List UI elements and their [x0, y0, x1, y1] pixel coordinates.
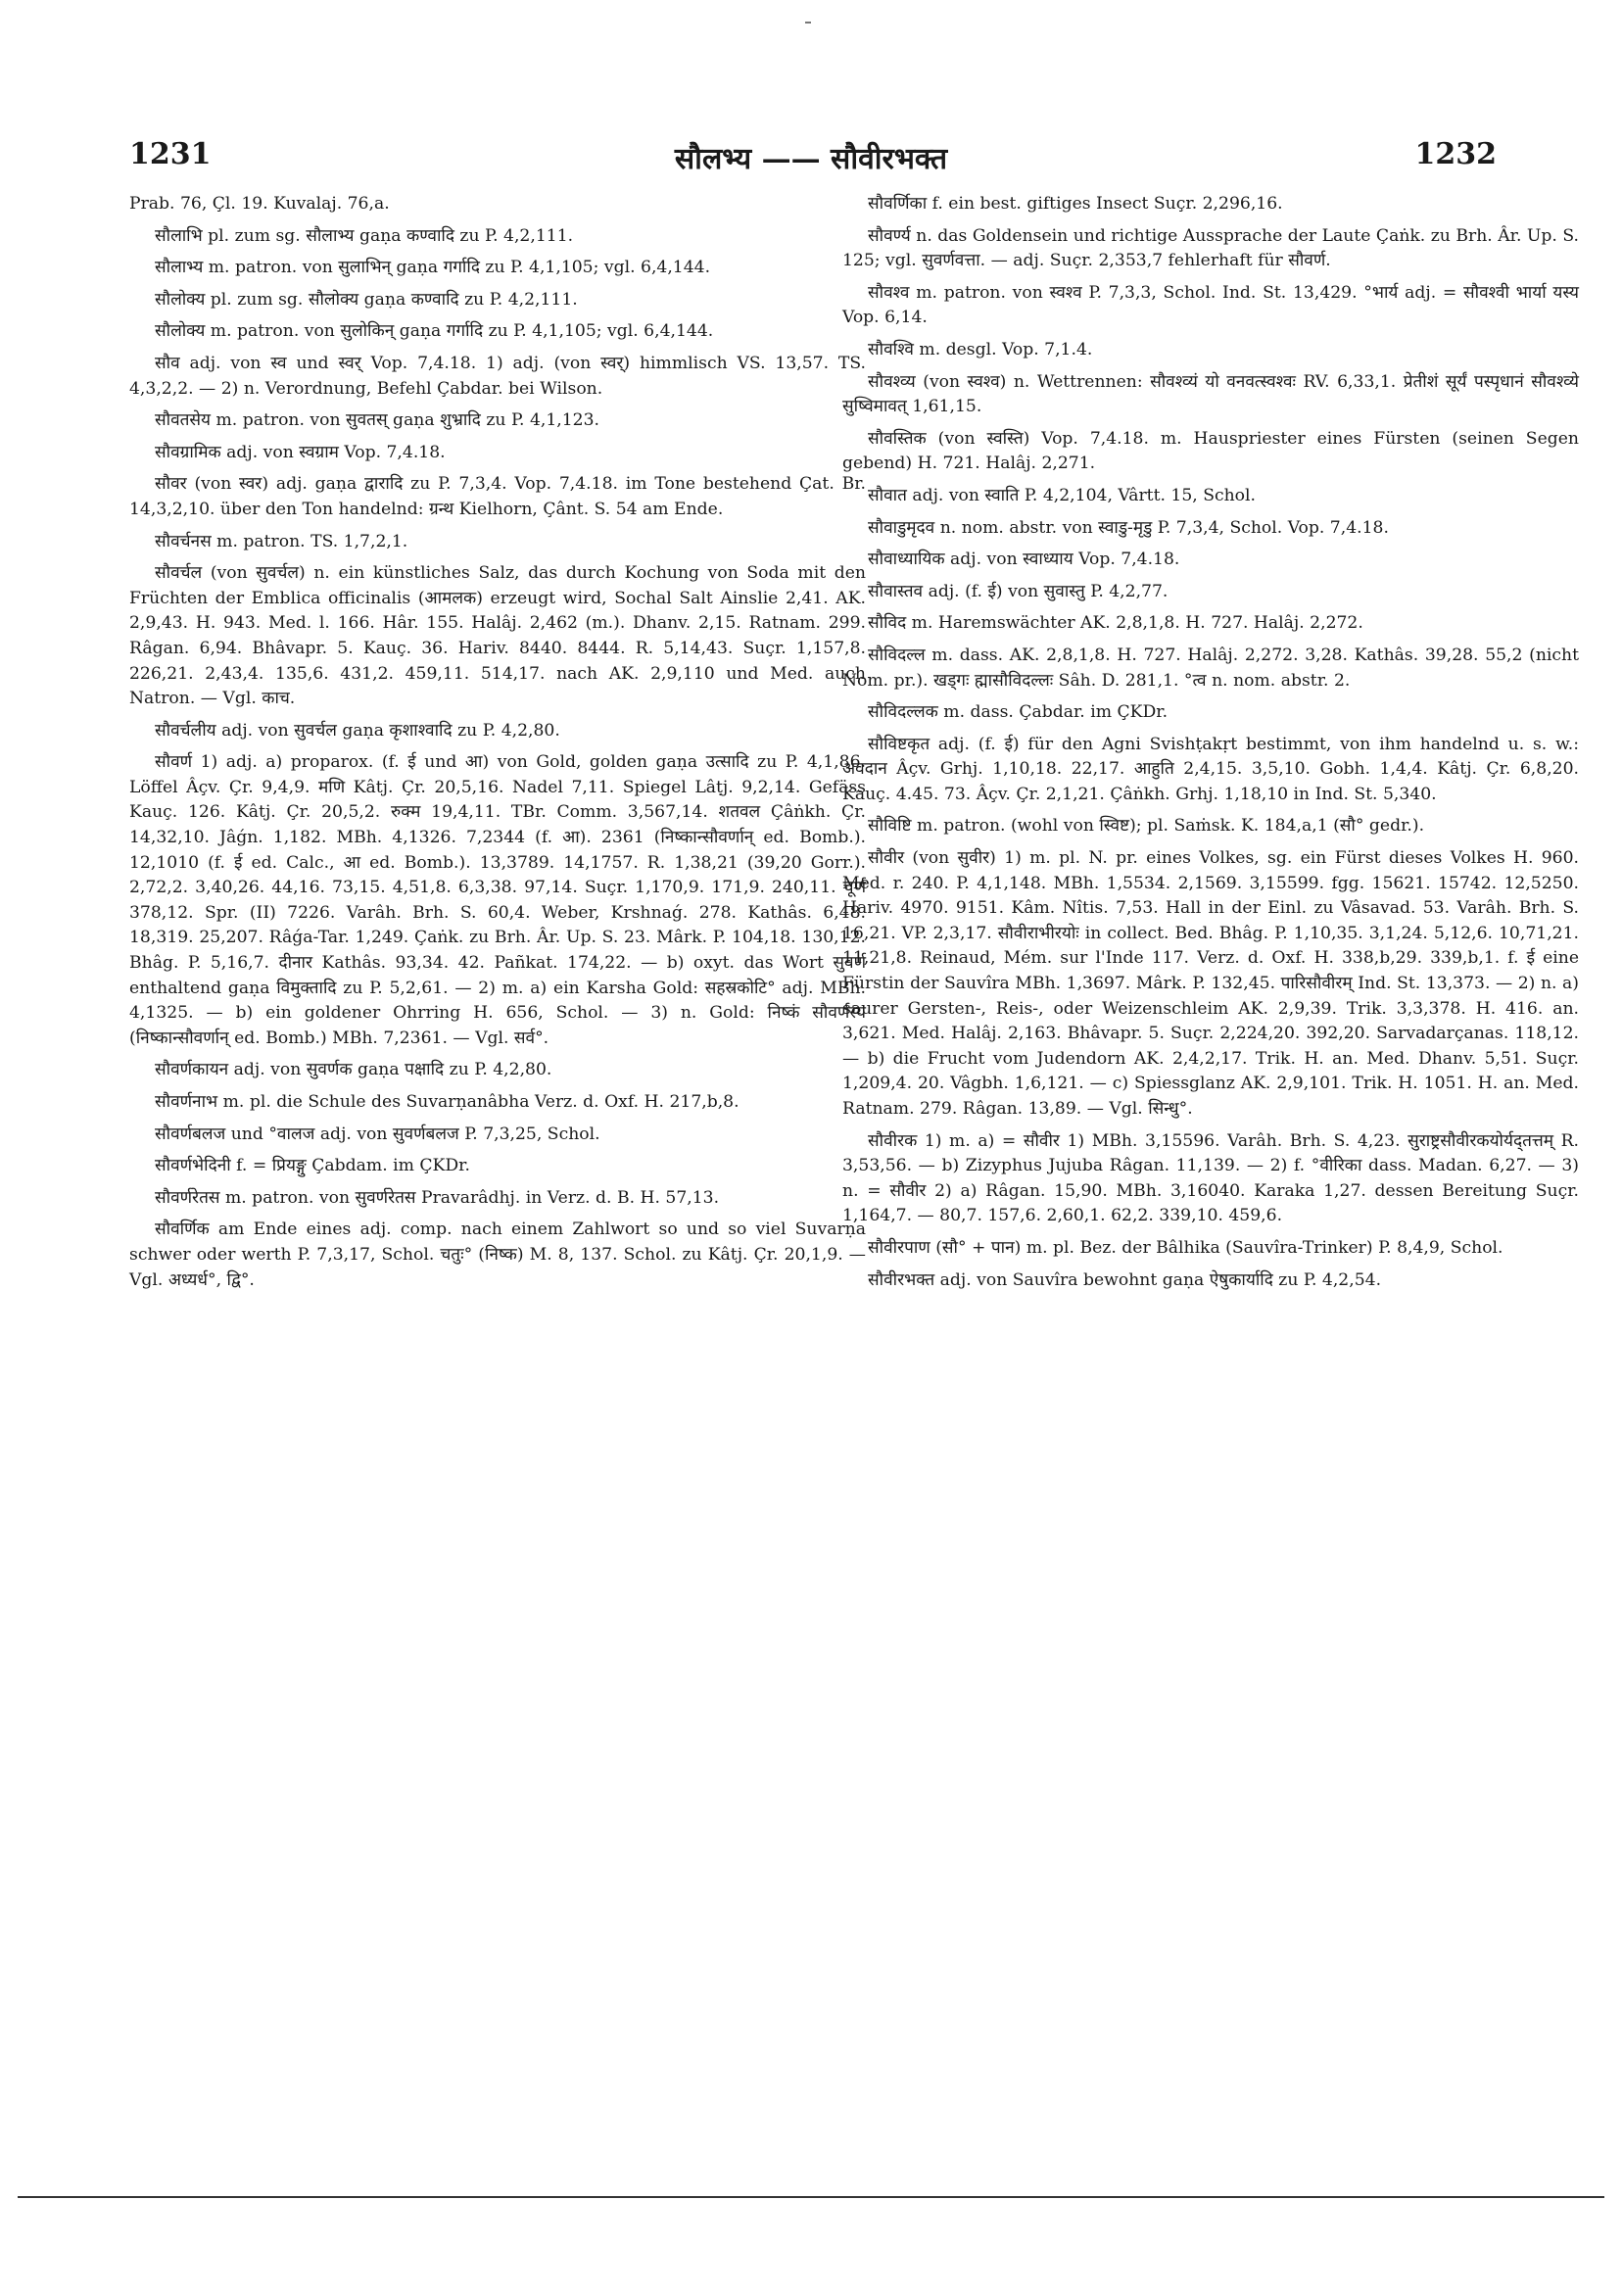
dictionary-entry: सौवर्णिक am Ende eines adj. comp. nach einem Zahlwort so und so viel Suvarṇa schwer oder werth P. 7,3,17, Schol. चतुः° (निष्क) M. 8, 137. Schol. zu Kâtj. Çr. 20,1,9. — Vgl. अध्यर्ध°, द्वि°. [129, 1220, 866, 1290]
dictionary-entry: सौवीरभक्त adj. von Sauvîra bewohnt gaṇa ऐषुकार्यादि zu P. 4,2,54. [868, 1269, 1382, 1290]
dictionary-entry: सौवर्णरेतस m. patron. von सुवर्णरेतस Pravarâdhj. in Verz. d. B. H. 57,13. [155, 1187, 720, 1208]
dictionary-entry: सौवीरक 1) m. a) = सौवीर 1) MBh. 3,15596. Varâh. Brh. S. 4,23. सुराष्ट्रसौवीरकयोर्यद्तत्तम् R. 3,53,56. — b) Zizyphus Jujuba Râgan. 11,139. — 2) f. °वीरिका dass. Madan. 6,27. — 3) n. = सौवीर 2) a) Râgan. 15,90. MBh. 3,16040. Karaka 1,27. dessen Bereitung Suçr. 1,164,7. — 80,7. 157,6. 2,60,1. 62,2. 339,10. 459,6. [842, 1130, 1579, 1226]
dictionary-entry: सौवस्तिक (von स्वस्ति) Vop. 7,4.18. m. Hauspriester eines Fürsten (seinen Segen gebend) H. 721. Halâj. 2,271. [842, 428, 1579, 474]
dictionary-entry: सौविदल्लक m. dass. Çabdar. im ÇKDr. [868, 702, 1169, 723]
dictionary-entry: सौवतसेय m. patron. von सुवतस् gaṇa शुभ्रादि zu P. 4,1,123. [155, 410, 600, 431]
dictionary-entry: सौविष्टकृत adj. (f. ई) für den Agni Svishṭakṛt bestimmt, von ihm handelnd u. s. w.: अवदान Âçv. Grhj. 1,10,18. 22,17. आहुति 2,4,15. 3,5,10. Gobh. 1,4,4. Kâtj. Çr. 6,8,20. Kauç. 4.45. 73. Âçv. Çr. 2,1,21. Çâṅkh. Grhj. 1,18,10 in Ind. St. 5,340. [842, 734, 1579, 804]
dictionary-entry: Prab. 76, Çl. 19. Kuvalaj. 76,a. [129, 194, 390, 214]
dictionary-entry: सौवश्व m. patron. von स्वश्व P. 7,3,3, Schol. Ind. St. 13,429. °भार्य adj. = सौवश्वी भार्या यस्य Vop. 6,14. [842, 282, 1579, 328]
dictionary-entry: सौवीर (von सुवीर) 1) m. pl. N. pr. eines Volkes, sg. ein Fürst dieses Volkes H. 960. Med. r. 240. P. 4,1,148. MBh. 1,5534. 2,1569. 3,15599. fgg. 15621. 15742. 12,5250. Hariv. 4970. 9151. Kâm. Nîtis. 7,53. Hall in der Einl. zu Vâsavad. 53. Varâh. Brh. S. 16,21. VP. 2,3,17. सौवीराभीरयोः in collect. Bed. Bhâg. P. 1,10,35. 3,1,24. 5,12,6. 10,71,21. 11,21,8. Reinaud, Mém. sur l'Inde 117. Verz. d. Oxf. H. 338,b,29. 339,b,1. f. ई eine Fürstin der Sauvîra MBh. 1,3697. Mârk. P. 132,45. पारिसौवीरम् Ind. St. 13,373. — 2) n. a) saurer Gersten-, Reis-, oder Weizenschleim AK. 2,9,39. Trik. 3,3,378. H. 416. an. 3,621. Med. Halâj. 2,163. Bhâvapr. 5. Suçr. 2,224,20. 392,20. Sarvadarçanas. 118,12. — b) die Frucht vom Judendorn AK. 2,4,2,17. Trik. H. an. Med. Dhanv. 5,51. Suçr. 1,209,4. 20. Vâgbh. 1,6,121. — c) Spiessglanz AK. 2,9,101. Trik. H. 1051. H. an. Med. Ratnam. 279. Râgan. 13,89. — Vgl. सिन्धु°. [842, 848, 1579, 1119]
dictionary-entry: सौवश्व्य (von स्वश्व) n. Wettrennen: सौवश्व्यं यो वनवत्स्वश्वः RV. 6,33,1. प्रेतीशं सूर्यं पस्पृधानं सौवश्व्ये सुष्विमावत् 1,61,15. [842, 371, 1579, 417]
left-column [129, 192, 866, 1300]
right-page-number: 1232 [1414, 137, 1497, 171]
dictionary-entry: सौवर्णभेदिनी f. = प्रियङ्गु Çabdam. im ÇKDr. [155, 1156, 470, 1176]
dictionary-entry: सौवर्ण 1) adj. a) proparox. (f. ई und आ) von Gold, golden gaṇa उत्सादि zu P. 4,1,86. Löffel Âçv. Çr. 9,4,9. मणि Kâtj. Çr. 20,5,16. Nadel 7,11. Spiegel Lâṭj. 9,2,14. Gefäss Kauç. 126. Kâtj. Çr. 20,5,2. रुक्म 19,4,11. TBr. Comm. 3,567,14. शतवल Çâṅkh. Çr. 14,32,10. Jâǵn. 1,182. MBh. 4,1326. 7,2344 (f. आ). 2361 (निष्कान्सौवर्णान् ed. Bomb.). 12,1010 (f. ई ed. Calc., आ ed. Bomb.). 13,3789. 14,1757. R. 1,38,21 (39,20 Gorr.). 2,72,2. 3,40,26. 44,16. 73,15. 4,51,8. 6,3,38. 97,14. Suçr. 1,170,9. 171,9. 240,11. चूर्ण 378,12. Spr. (II) 7226. Varâh. Brh. S. 60,4. Weber, Krshnaǵ. 278. Kathâs. 6,48. 18,319. 25,207. Râǵa-Tar. 1,249. Çaṅk. zu Brh. Âr. Up. S. 23. Mârk. P. 104,18. 130,12. Bhâg. P. 5,16,7. दीनार Kathâs. 93,34. 42. Pañkat. 174,22. — b) oxyt. das Wort सुवर्ण enthaltend gaṇa विमुक्तादि zu P. 5,2,61. — 2) m. a) ein Karsha Gold: सहस्रकोटि° adj. MBh. 4,1325. — b) ein goldener Ohrring H. 656, Schol. — 3) n. Gold: निष्कं सौवर्णस्य (निष्कान्सौवर्णान् ed. Bomb.) MBh. 7,2361. — Vgl. सर्व°. [129, 752, 866, 1048]
dictionary-entry: सौवास्तव adj. (f. ई) von सुवास्तु P. 4,2,77. [868, 581, 1169, 601]
footer-rule [18, 2196, 1604, 2198]
dictionary-entry: सौलाभ्य m. patron. von सुलाभिन् gaṇa गर्गादि zu P. 4,1,105; vgl. 6,4,144. [155, 258, 711, 278]
right-column [842, 192, 1579, 1300]
dictionary-entry: सौवर्चलीय adj. von सुवर्चल gaṇa कृशाश्वादि zu P. 4,2,80. [155, 720, 560, 741]
dictionary-entry: सौविष्टि m. patron. (wohl von स्विष्ट); pl. Saṁsk. K. 184,a,1 (सौ° gedr.). [868, 816, 1425, 837]
print-mark [805, 22, 811, 24]
dictionary-entry: सौविदल्ल m. dass. AK. 2,8,1,8. H. 727. Halâj. 2,272. 3,28. Kathâs. 39,28. 55,2 (nicht Nom. pr.). खड्गः ह्मासौविदल्लः Sâh. D. 281,1. °त्व n. nom. abstr. 2. [842, 645, 1579, 691]
dictionary-entry: सौवर्चल (von सुवर्चल) n. ein künstliches Salz, das durch Kochung von Soda mit den Früchten der Emblica officinalis (आमलक) erzeugt wird, Sochal Salt Ainslie 2,41. AK. 2,9,43. H. 943. Med. l. 166. Hâr. 155. Halâj. 2,462 (m.). Dhanv. 2,15. Ratnam. 299. Râgan. 6,94. Bhâvapr. 5. Kauç. 36. Hariv. 8440. 8444. R. 5,14,43. Suçr. 1,157,8. 226,21. 2,43,4. 135,6. 431,2. 459,11. 514,17. nach AK. 2,9,110 und Med. auch Natron. — Vgl. काच. [129, 563, 866, 709]
running-head: सौलभ्य —— सौवीरभक्त [674, 142, 948, 176]
dictionary-entry: सौवर्ण्य n. das Goldensein und richtige Aussprache der Laute Çaṅk. zu Brh. Âr. Up. S. 125; vgl. सुवर्णवत्ता. — adj. Suçr. 2,353,7 fehlerhaft für सौवर्ण. [842, 225, 1579, 271]
dictionary-entry: सौवात adj. von स्वाति P. 4,2,104, Vârtt. 15, Schol. [868, 485, 1256, 505]
dictionary-entry: सौलोक्य pl. zum sg. सौलोक्य gaṇa कण्वादि zu P. 4,2,111. [155, 289, 578, 310]
left-page-number: 1231 [129, 137, 212, 171]
dictionary-entry: सौवर (von स्वर) adj. gaṇa द्वारादि zu P. 7,3,4. Vop. 7,4.18. im Tone bestehend Çat. Br. 14,3,2,10. über den Ton handelnd: ग्रन्थ Kielhorn, Çânt. S. 54 am Ende. [129, 474, 866, 519]
dictionary-entry: सौवाध्यायिक adj. von स्वाध्याय Vop. 7,4.18. [868, 550, 1180, 570]
dictionary-entry: सौवग्रामिक adj. von स्वग्राम Vop. 7,4.18. [155, 442, 446, 462]
dictionary-entry: सौवर्चनस m. patron. TS. 1,7,2,1. [155, 531, 408, 551]
dictionary-entry: सौवर्णबलज und °वालज adj. von सुवर्णबलज P. 7,3,25, Schol. [155, 1124, 600, 1144]
dictionary-entry: सौलाभि pl. zum sg. सौलाभ्य gaṇa कण्वादि zu P. 4,2,111. [155, 225, 574, 246]
dictionary-entry: सौव adj. von स्व und स्वर् Vop. 7,4.18. 1) adj. (von स्वर्) himmlisch VS. 13,57. TS. 4,3,2,2. — 2) n. Verordnung, Befehl Çabdar. bei Wilson. [129, 353, 866, 399]
dictionary-entry: सौवाडुमृदव n. nom. abstr. von स्वाडु-मृडु P. 7,3,4, Schol. Vop. 7,4.18. [868, 517, 1389, 538]
dictionary-entry: सौवर्णिका f. ein best. giftiges Insect Suçr. 2,296,16. [868, 194, 1283, 214]
dictionary-entry: सौवीरपाण (सौ° + पान) m. pl. Bez. der Bâlhika (Sauvîra-Trinker) P. 8,4,9, Schol. [868, 1237, 1503, 1258]
dictionary-entry: सौवर्णकायन adj. von सुवर्णक gaṇa पक्षादि zu P. 4,2,80. [155, 1060, 552, 1080]
dictionary-entry: सौविद m. Haremswächter AK. 2,8,1,8. H. 727. Halâj. 2,272. [868, 613, 1363, 634]
dictionary-entry: सौवश्वि m. desgl. Vop. 7,1.4. [868, 339, 1093, 359]
dictionary-entry: सौलोक्य m. patron. von सुलोकिन् gaṇa गर्गादि zu P. 4,1,105; vgl. 6,4,144. [155, 321, 714, 342]
dictionary-entry: सौवर्णनाभ m. pl. die Schule des Suvarṇanâbha Verz. d. Oxf. H. 217,b,8. [155, 1092, 739, 1112]
